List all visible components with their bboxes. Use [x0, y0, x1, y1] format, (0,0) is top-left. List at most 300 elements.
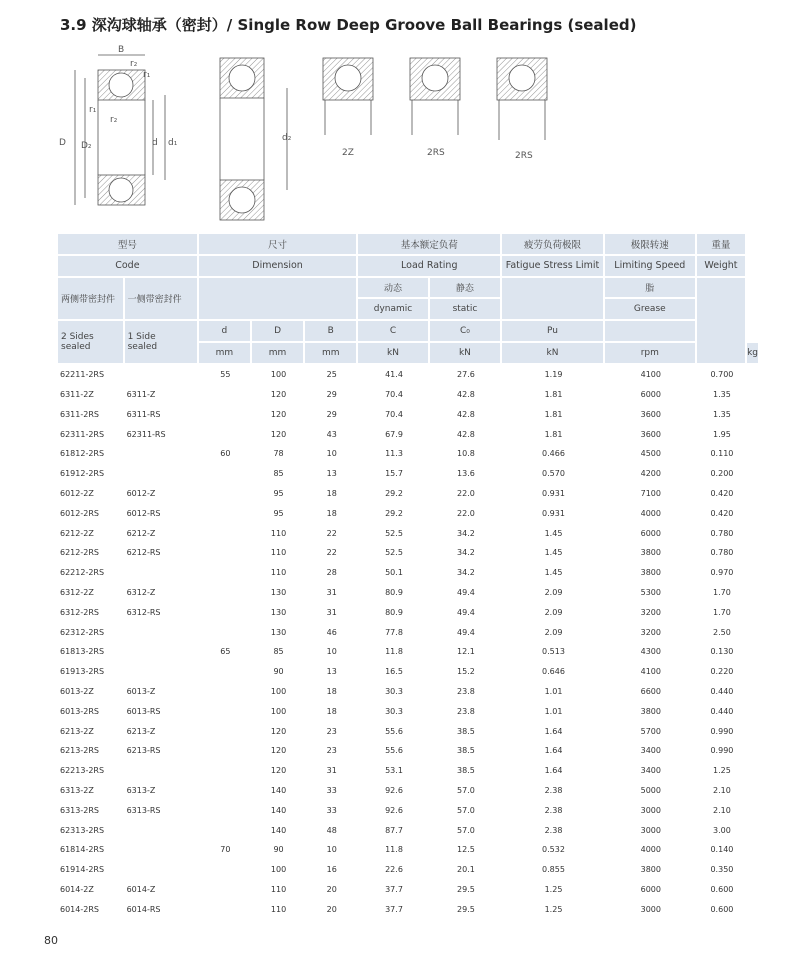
cell-speed: 3800: [640, 568, 661, 578]
cell-two-sides: 6012-2Z: [60, 488, 94, 498]
cell-speed: 3000: [640, 805, 661, 815]
cell-weight: 0.200: [710, 469, 734, 479]
cell-Pu: 1.25: [544, 904, 563, 914]
cell-B: 18: [326, 488, 337, 498]
cell-C0: 23.8: [457, 686, 475, 696]
cell-two-sides: 6213-2RS: [60, 746, 99, 756]
cell-weight: 0.600: [710, 904, 734, 914]
cell-weight: 0.110: [710, 449, 734, 459]
cell-d: [199, 860, 252, 880]
cell-weight: 0.780: [710, 528, 734, 538]
cell-weight: 2.50: [713, 627, 731, 637]
cell-two-sides: 6212-2RS: [60, 548, 99, 558]
cell-one-side: 6014-RS: [126, 904, 161, 914]
cell-D: 140: [270, 805, 287, 815]
cell-two-sides: 6313-2Z: [60, 785, 94, 795]
cell-two-sides: 6014-2RS: [60, 904, 99, 914]
cell-C: 41.4: [385, 370, 403, 380]
cell-D: 120: [270, 389, 287, 399]
label-d2: d₂: [282, 133, 292, 143]
cell-Pu: 1.45: [544, 568, 563, 578]
cell-B: 31: [326, 587, 337, 597]
cell-two-sides: 6213-2Z: [60, 726, 94, 736]
header-chicun: 尺寸: [199, 234, 359, 256]
cell-speed: 3800: [640, 548, 661, 558]
cell-one-side: 6013-RS: [126, 706, 161, 716]
cell-one-side: 6013-Z: [126, 686, 156, 696]
cell-weight: 0.990: [710, 726, 734, 736]
cell-D: 140: [270, 825, 287, 835]
cell-one-side: 6212-RS: [126, 548, 161, 558]
cell-D: 110: [270, 528, 287, 538]
header-weight-blank: [697, 278, 747, 365]
cell-C: 29.2: [385, 488, 403, 498]
cell-d: [199, 464, 252, 484]
cell-C: 80.9: [385, 607, 403, 617]
table-row: [58, 424, 760, 444]
unit-Pu: kN: [502, 343, 605, 365]
cell-Pu: 1.64: [544, 766, 563, 776]
section-drawing: [220, 58, 287, 220]
cell-speed: 6000: [640, 884, 661, 894]
cell-C0: 57.0: [457, 805, 475, 815]
header-load-cn: 基本额定负荷: [358, 234, 502, 256]
cell-d: [199, 721, 252, 741]
cell-weight: 1.35: [713, 409, 731, 419]
cell-D: 130: [270, 627, 287, 637]
cell-B: 29: [326, 409, 337, 419]
cell-C0: 42.8: [457, 409, 475, 419]
cell-two-sides: 61813-2RS: [60, 647, 105, 657]
unit-weight: kg: [747, 343, 760, 365]
cell-weight: 0.600: [710, 884, 734, 894]
cell-Pu: 0.931: [542, 508, 565, 518]
cell-two-sides: 62313-2RS: [60, 825, 105, 835]
cell-weight: 3.00: [713, 825, 731, 835]
cell-D: 100: [270, 686, 287, 696]
cell-C0: 12.1: [457, 647, 475, 657]
table-row: [58, 899, 760, 919]
cell-B: 28: [326, 568, 337, 578]
caption-2z: 2Z: [342, 148, 354, 158]
cell-two-sides: 61814-2RS: [60, 845, 105, 855]
header-dimension: Dimension: [199, 256, 359, 278]
table-row: [58, 385, 760, 405]
cell-C0: 12.5: [457, 845, 475, 855]
cell-C0: 34.2: [457, 548, 475, 558]
cell-Pu: 2.38: [544, 785, 563, 795]
table-row: [58, 800, 760, 820]
table-row: [58, 721, 760, 741]
cell-D: 110: [270, 884, 287, 894]
cell-Pu: 2.38: [544, 805, 563, 815]
label-d: d: [152, 138, 158, 148]
header-code: Code: [58, 256, 199, 278]
cell-B: 46: [326, 627, 337, 637]
cell-C: 55.6: [385, 726, 403, 736]
cell-C0: 57.0: [457, 825, 475, 835]
page-title: 3.9 深沟球轴承（密封）/ Single Row Deep Groove Ball Bearings (sealed): [60, 16, 637, 34]
cell-C0: 23.8: [457, 706, 475, 716]
cell-speed: 3800: [640, 706, 661, 716]
cell-speed: 4000: [640, 845, 661, 855]
cell-B: 16: [326, 865, 337, 875]
caption-2rs-b: 2RS: [515, 151, 533, 161]
cell-D: 120: [270, 726, 287, 736]
header-B: B: [305, 321, 358, 343]
cell-D: 130: [270, 607, 287, 617]
cell-weight: 1.25: [713, 766, 731, 776]
cell-weight: 0.990: [710, 746, 734, 756]
label-B: B: [118, 45, 125, 55]
cell-one-side: [125, 622, 199, 642]
cell-C: 80.9: [385, 587, 403, 597]
cell-B: 20: [326, 884, 337, 894]
table-row: [58, 741, 760, 761]
header-grease-cn: 脂: [605, 278, 697, 300]
cell-D: 140: [270, 785, 287, 795]
cell-C: 22.6: [385, 865, 403, 875]
table-row: [58, 404, 760, 424]
table-row: [58, 880, 760, 900]
cell-D: 110: [270, 904, 287, 914]
cell-C: 11.8: [385, 647, 403, 657]
cell-C: 52.5: [385, 548, 403, 558]
cell-D: 85: [273, 647, 284, 657]
cell-B: 25: [326, 370, 337, 380]
cell-Pu: 2.09: [544, 627, 563, 637]
cell-C: 37.7: [385, 904, 403, 914]
header-speed-cn: 极限转速: [605, 234, 697, 256]
header-dynamic-en: dynamic: [358, 299, 429, 321]
cell-B: 13: [326, 469, 337, 479]
header-static-cn: 静态: [430, 278, 503, 300]
cell-speed: 3200: [640, 627, 661, 637]
cell-d: [199, 543, 252, 563]
cell-C0: 29.5: [457, 884, 475, 894]
cell-speed: 3400: [640, 766, 661, 776]
cell-d: [199, 741, 252, 761]
cell-one-side: 6313-RS: [126, 805, 161, 815]
cell-two-sides: 6212-2Z: [60, 528, 94, 538]
page-number: 80: [44, 934, 58, 947]
cell-C0: 38.5: [457, 766, 475, 776]
cell-B: 18: [326, 686, 337, 696]
cell-d: 55: [220, 370, 231, 380]
cell-two-sides: 62311-2RS: [60, 429, 105, 439]
cell-speed: 5300: [640, 587, 661, 597]
cell-d: [199, 781, 252, 801]
cell-one-side: 6012-Z: [126, 488, 156, 498]
cell-d: [199, 602, 252, 622]
cell-B: 10: [326, 647, 337, 657]
header-weight-cn: 重量: [697, 234, 747, 256]
cell-D: 100: [270, 370, 287, 380]
label-D2: D₂: [81, 141, 92, 151]
cell-weight: 2.10: [713, 785, 731, 795]
cell-B: 31: [326, 766, 337, 776]
cell-Pu: 0.855: [542, 865, 565, 875]
cell-d: [199, 622, 252, 642]
cell-D: 120: [270, 409, 287, 419]
cell-d: [199, 583, 252, 603]
cell-one-side: 6311-Z: [126, 389, 156, 399]
unit-B: mm: [305, 343, 358, 365]
cell-C0: 49.4: [457, 627, 475, 637]
header-fatigue-blank: [502, 278, 605, 322]
cell-C0: 49.4: [457, 607, 475, 617]
cell-weight: 0.420: [710, 488, 734, 498]
cell-C: 29.2: [385, 508, 403, 518]
cell-C0: 20.1: [457, 865, 475, 875]
cell-D: 100: [270, 865, 287, 875]
cell-Pu: 0.646: [542, 667, 565, 677]
cell-two-sides: 6313-2RS: [60, 805, 99, 815]
header-D: D: [252, 321, 305, 343]
cell-Pu: 2.09: [544, 587, 563, 597]
cell-two-sides: 6311-2Z: [60, 389, 94, 399]
cell-C0: 22.0: [457, 488, 475, 498]
table-row: [58, 622, 760, 642]
cell-one-side: [125, 365, 199, 385]
cell-C0: 38.5: [457, 726, 475, 736]
cell-C: 70.4: [385, 389, 403, 399]
dimension-drawing: [75, 55, 165, 205]
cell-speed: 3000: [640, 904, 661, 914]
cell-C0: 38.5: [457, 746, 475, 756]
cell-Pu: 2.38: [544, 825, 563, 835]
cell-weight: 0.440: [710, 706, 734, 716]
cell-weight: 1.95: [713, 429, 731, 439]
cell-C: 11.3: [385, 449, 403, 459]
label-d1: d₁: [168, 138, 178, 148]
cell-weight: 0.130: [710, 647, 734, 657]
cell-d: [199, 880, 252, 900]
cell-one-side: [125, 840, 199, 860]
cell-B: 22: [326, 528, 337, 538]
cell-d: [199, 820, 252, 840]
header-grease-en: Grease: [605, 299, 697, 321]
cell-one-side: 6012-RS: [126, 508, 161, 518]
cell-Pu: 0.532: [542, 845, 565, 855]
cell-speed: 6600: [640, 686, 661, 696]
cell-d: [199, 563, 252, 583]
cell-Pu: 1.45: [544, 528, 563, 538]
header-one-side-cn: 一侧带密封件: [125, 278, 199, 322]
cell-C: 15.7: [385, 469, 403, 479]
cell-B: 29: [326, 389, 337, 399]
cell-C0: 29.5: [457, 904, 475, 914]
cell-speed: 3600: [640, 429, 661, 439]
cell-C0: 13.6: [457, 469, 475, 479]
cell-one-side: 6212-Z: [126, 528, 156, 538]
cell-weight: 0.700: [710, 370, 734, 380]
cell-weight: 0.220: [710, 667, 734, 677]
cell-C0: 22.0: [457, 508, 475, 518]
table-row: [58, 781, 760, 801]
cell-C: 30.3: [385, 706, 403, 716]
cell-d: [199, 523, 252, 543]
cell-B: 43: [326, 429, 337, 439]
cell-C: 55.6: [385, 746, 403, 756]
cell-weight: 0.780: [710, 548, 734, 558]
cell-B: 22: [326, 548, 337, 558]
cell-Pu: 1.25: [544, 884, 563, 894]
cell-one-side: 6312-Z: [126, 587, 156, 597]
header-static-en: static: [430, 299, 503, 321]
cell-one-side: 6312-RS: [126, 607, 161, 617]
cell-two-sides: 61914-2RS: [60, 865, 105, 875]
cell-D: 90: [273, 667, 284, 677]
table-row: [58, 444, 760, 464]
cell-one-side: [125, 464, 199, 484]
cell-C: 11.8: [385, 845, 403, 855]
cell-C: 92.6: [385, 785, 403, 795]
table-row: [58, 523, 760, 543]
cell-C0: 10.8: [457, 449, 475, 459]
header-speed-en: Limiting Speed: [605, 256, 697, 278]
cell-speed: 4000: [640, 508, 661, 518]
table-row: [58, 365, 760, 385]
cell-C: 30.3: [385, 686, 403, 696]
cell-speed: 4500: [640, 449, 661, 459]
cell-Pu: 1.64: [544, 746, 563, 756]
cell-C0: 42.8: [457, 389, 475, 399]
cell-weight: 0.140: [710, 845, 734, 855]
cell-B: 33: [326, 785, 337, 795]
cell-two-sides: 6312-2Z: [60, 587, 94, 597]
cell-one-side: [125, 444, 199, 464]
cell-one-side: 6213-Z: [126, 726, 156, 736]
cell-C: 53.1: [385, 766, 403, 776]
unit-C0: kN: [430, 343, 503, 365]
cell-one-side: [125, 563, 199, 583]
bearing-spec-table: [58, 234, 760, 919]
cell-Pu: 0.466: [542, 449, 565, 459]
cell-two-sides: 6014-2Z: [60, 884, 94, 894]
table-row: [58, 543, 760, 563]
table-row: [58, 602, 760, 622]
cell-one-side: 62311-RS: [126, 429, 166, 439]
cell-D: 120: [270, 746, 287, 756]
cell-speed: 3400: [640, 746, 661, 756]
cell-D: 85: [273, 469, 284, 479]
cell-d: [199, 404, 252, 424]
table-row: [58, 484, 760, 504]
table-row: [58, 840, 760, 860]
cell-weight: 1.35: [713, 389, 731, 399]
header-Pu: Pu: [502, 321, 605, 343]
cell-weight: 1.70: [713, 587, 731, 597]
cell-d: [199, 800, 252, 820]
header-two-sides-en: 2 Sides sealed: [58, 321, 125, 365]
cell-two-sides: 61812-2RS: [60, 449, 105, 459]
cell-C0: 34.2: [457, 528, 475, 538]
cell-two-sides: 61913-2RS: [60, 667, 105, 677]
header-dynamic-cn: 动态: [358, 278, 429, 300]
header-one-side-en: 1 Side sealed: [125, 321, 199, 365]
cell-B: 48: [326, 825, 337, 835]
cell-d: [199, 385, 252, 405]
cell-C: 87.7: [385, 825, 403, 835]
cell-two-sides: 62212-2RS: [60, 568, 105, 578]
cell-B: 18: [326, 706, 337, 716]
table-row: [58, 701, 760, 721]
label-r2: r₂: [130, 59, 138, 69]
label-r2-inner: r₂: [110, 115, 118, 125]
cell-D: 100: [270, 706, 287, 716]
cell-Pu: 1.81: [544, 429, 563, 439]
unit-C: kN: [358, 343, 429, 365]
table-row: [58, 563, 760, 583]
cell-d: [199, 682, 252, 702]
cell-speed: 4200: [640, 469, 661, 479]
cell-B: 31: [326, 607, 337, 617]
cell-two-sides: 6012-2RS: [60, 508, 99, 518]
cell-D: 78: [273, 449, 284, 459]
cell-B: 10: [326, 845, 337, 855]
cell-one-side: [125, 761, 199, 781]
cell-Pu: 1.01: [544, 706, 563, 716]
unit-D: mm: [252, 343, 305, 365]
cell-D: 95: [273, 508, 284, 518]
cell-B: 20: [326, 904, 337, 914]
cell-speed: 7100: [640, 488, 661, 498]
cell-D: 120: [270, 766, 287, 776]
header-two-sides-cn: 两侧带密封件: [58, 278, 125, 322]
cell-speed: 3600: [640, 409, 661, 419]
cell-C0: 49.4: [457, 587, 475, 597]
cell-two-sides: 62213-2RS: [60, 766, 105, 776]
table-row: [58, 642, 760, 662]
cell-Pu: 1.81: [544, 389, 563, 399]
header-xinghao: 型号: [58, 234, 199, 256]
variant-2z-drawing: [323, 58, 373, 135]
cell-B: 23: [326, 726, 337, 736]
cell-two-sides: 6312-2RS: [60, 607, 99, 617]
table-row: [58, 761, 760, 781]
cell-weight: 0.970: [710, 568, 734, 578]
cell-d: [199, 424, 252, 444]
cell-C: 50.1: [385, 568, 403, 578]
cell-d: [199, 761, 252, 781]
cell-d: [199, 662, 252, 682]
header-weight-en: Weight: [697, 256, 747, 278]
cell-one-side: [125, 642, 199, 662]
header-C: C: [358, 321, 429, 343]
cell-C0: 42.8: [457, 429, 475, 439]
bearing-drawings: [55, 40, 615, 230]
cell-speed: 3800: [640, 865, 661, 875]
cell-C0: 34.2: [457, 568, 475, 578]
cell-Pu: 0.570: [542, 469, 565, 479]
table-row: [58, 820, 760, 840]
cell-d: [199, 503, 252, 523]
cell-speed: 3200: [640, 607, 661, 617]
cell-Pu: 0.931: [542, 488, 565, 498]
cell-one-side: 6014-Z: [126, 884, 156, 894]
cell-C: 67.9: [385, 429, 403, 439]
cell-B: 23: [326, 746, 337, 756]
cell-one-side: [125, 662, 199, 682]
header-dim-blank: [199, 278, 359, 322]
table-body: [58, 365, 760, 919]
cell-weight: 0.440: [710, 686, 734, 696]
cell-weight: 0.350: [710, 865, 734, 875]
cell-speed: 5000: [640, 785, 661, 795]
cell-C0: 27.6: [457, 370, 475, 380]
cell-C: 37.7: [385, 884, 403, 894]
